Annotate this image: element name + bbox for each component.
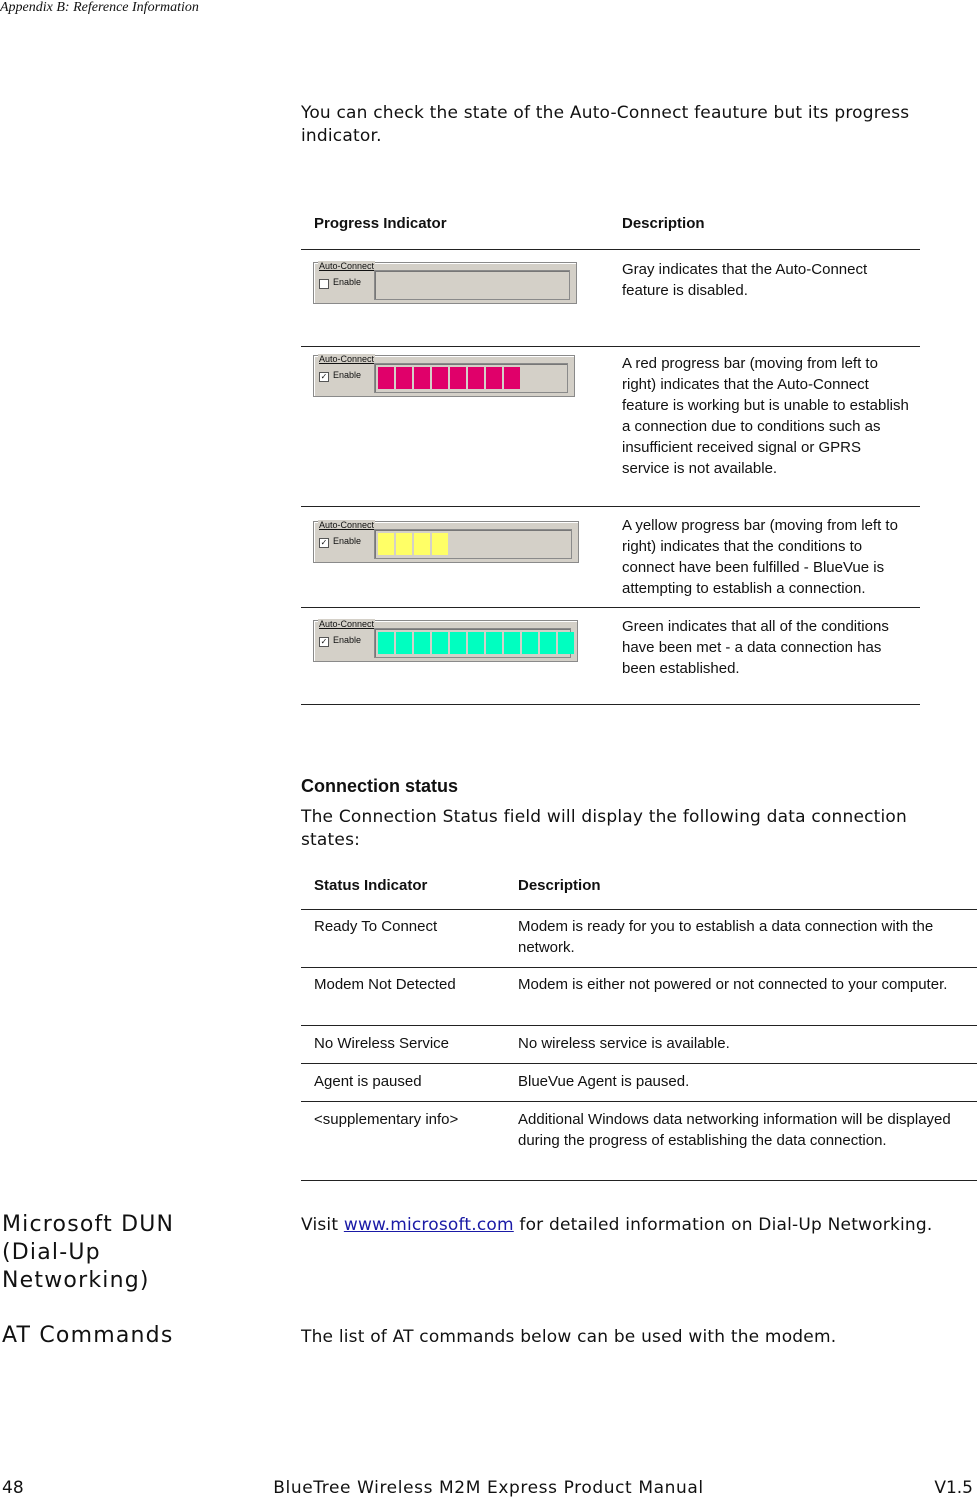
status-description: BlueVue Agent is paused. bbox=[518, 1073, 690, 1090]
progress-segment bbox=[450, 367, 466, 389]
table-row bbox=[301, 1026, 977, 1064]
progress-segment bbox=[414, 367, 430, 389]
row-description: Gray indicates that the Auto-Connect feature is disabled. bbox=[622, 261, 868, 299]
progress-segment bbox=[504, 367, 520, 389]
enable-label: Enable bbox=[333, 536, 362, 546]
progress-segment bbox=[558, 632, 574, 654]
enable-label: Enable bbox=[333, 277, 362, 287]
progress-segment bbox=[378, 367, 394, 389]
progress-segment bbox=[396, 632, 412, 654]
section-title-at-commands: AT Commands bbox=[2, 1323, 174, 1348]
row-description: A yellow progress bar (moving from left to right) indicates that the conditions to connect have been fulfilled - BlueVue is attempting to establish a connection. bbox=[622, 517, 898, 597]
auto-connect-legend: Auto-Connect bbox=[319, 520, 375, 530]
enable-label: Enable bbox=[333, 635, 362, 645]
progress-segment bbox=[468, 632, 484, 654]
table-row bbox=[301, 608, 920, 705]
progress-segment bbox=[414, 533, 430, 555]
progress-segment bbox=[450, 632, 466, 654]
column-header-description: Description bbox=[622, 215, 705, 232]
microsoft-link[interactable]: www.microsoft.com bbox=[343, 1215, 514, 1235]
progress-segment bbox=[378, 632, 394, 654]
column-header-status: Status Indicator bbox=[314, 877, 428, 894]
status-description: Modem is ready for you to establish a data connection with the network. bbox=[518, 918, 934, 956]
progress-track bbox=[374, 529, 572, 559]
table-header-row bbox=[301, 867, 977, 910]
progress-segment bbox=[468, 367, 484, 389]
status-description: Modem is either not powered or not connected to your computer. bbox=[518, 976, 948, 993]
enable-checkbox: ✓ bbox=[320, 538, 328, 547]
auto-connect-widget bbox=[313, 521, 579, 563]
footer-page-number: 48 bbox=[2, 1478, 24, 1498]
status-description: No wireless service is available. bbox=[518, 1035, 730, 1052]
column-header-progress: Progress Indicator bbox=[314, 215, 447, 232]
progress-segment bbox=[432, 533, 448, 555]
progress-segment bbox=[540, 632, 556, 654]
progress-segment bbox=[396, 367, 412, 389]
dun-paragraph bbox=[301, 1214, 961, 1237]
footer-manual-title: BlueTree Wireless M2M Express Product Manual bbox=[273, 1478, 704, 1498]
section-title-microsoft-dun: Microsoft DUN (Dial-Up Networking) bbox=[2, 1212, 175, 1293]
progress-track bbox=[374, 270, 570, 300]
footer-version: V1.5 bbox=[934, 1478, 973, 1498]
table-header-row bbox=[301, 205, 920, 250]
table-row bbox=[301, 507, 920, 608]
table-row bbox=[301, 347, 920, 507]
row-description: Green indicates that all of the conditions have been met - a data connection has been established. bbox=[622, 618, 889, 677]
dun-text-after: for detailed information on Dial-Up Networking. bbox=[513, 1215, 933, 1235]
auto-connect-legend: Auto-Connect bbox=[319, 261, 375, 271]
running-header: Appendix B: Reference Information bbox=[0, 0, 199, 15]
progress-indicator-table bbox=[301, 205, 920, 705]
progress-segment bbox=[378, 533, 394, 555]
status-indicator: Agent is paused bbox=[314, 1073, 422, 1090]
connection-status-intro: The Connection Status field will display the following data connection states: bbox=[301, 807, 908, 850]
progress-segment bbox=[396, 533, 412, 555]
table-row bbox=[301, 1102, 977, 1181]
table-row bbox=[301, 910, 977, 968]
table-row bbox=[301, 1064, 977, 1102]
section-title-connection-status: Connection status bbox=[301, 776, 459, 796]
enable-label: Enable bbox=[333, 370, 362, 380]
enable-checkbox: ✓ bbox=[320, 372, 328, 381]
enable-checkbox: ✓ bbox=[320, 637, 328, 646]
auto-connect-widget bbox=[313, 262, 577, 304]
auto-connect-legend: Auto-Connect bbox=[319, 619, 375, 629]
progress-segment bbox=[522, 632, 538, 654]
dun-text-before: Visit bbox=[301, 1215, 344, 1235]
progress-track bbox=[374, 628, 571, 658]
progress-segment bbox=[432, 367, 448, 389]
status-indicator: Modem Not Detected bbox=[314, 976, 456, 993]
progress-segment bbox=[414, 632, 430, 654]
intro-paragraph: You can check the state of the Auto-Connect feauture but its progress indicator. bbox=[301, 103, 910, 146]
row-description: A red progress bar (moving from left to right) indicates that the Auto-Connect feature is working but is unable to establish a connection due to conditions such as insufficient received signal or GPRS service is not available. bbox=[622, 355, 909, 477]
auto-connect-legend: Auto-Connect bbox=[319, 354, 375, 364]
progress-track bbox=[374, 363, 568, 393]
at-paragraph: The list of AT commands below can be used with the modem. bbox=[301, 1327, 837, 1347]
enable-checkbox bbox=[319, 279, 329, 289]
progress-segment bbox=[504, 632, 520, 654]
connection-status-table bbox=[301, 867, 977, 1181]
auto-connect-widget bbox=[313, 355, 575, 397]
status-indicator: Ready To Connect bbox=[314, 918, 438, 935]
table-row bbox=[301, 968, 977, 1026]
column-header-description: Description bbox=[518, 877, 601, 894]
progress-segment bbox=[432, 632, 448, 654]
status-indicator: <supplementary info> bbox=[314, 1111, 459, 1128]
progress-segment bbox=[486, 367, 502, 389]
status-description: Additional Windows data networking information will be displayed during the progress of establishing the data connection. bbox=[518, 1111, 951, 1149]
status-indicator: No Wireless Service bbox=[314, 1035, 450, 1052]
progress-segment bbox=[486, 632, 502, 654]
auto-connect-widget bbox=[313, 620, 578, 662]
table-row bbox=[301, 250, 920, 347]
